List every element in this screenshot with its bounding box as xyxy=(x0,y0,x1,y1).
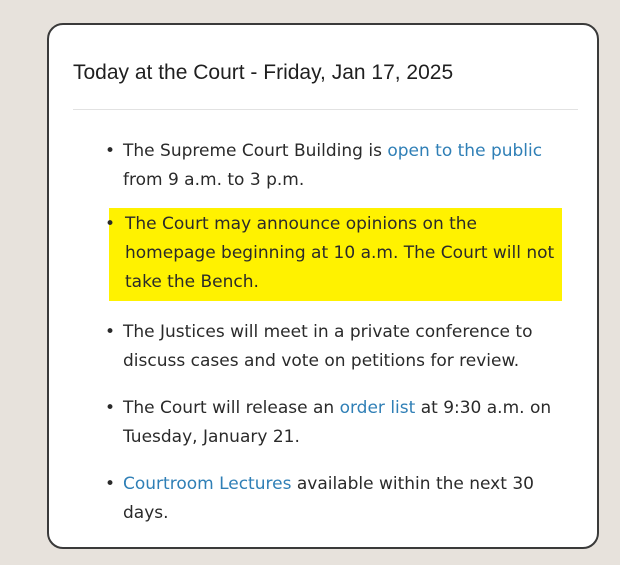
item-text-before: The Supreme Court Building is xyxy=(123,141,388,161)
title-divider xyxy=(73,109,578,110)
list-item-opinion-announcement xyxy=(105,210,564,297)
list-item-order-list xyxy=(105,394,564,452)
bullet-icon: • xyxy=(105,474,116,494)
list-item-building-hours xyxy=(105,137,564,195)
courtroom-lectures-link[interactable]: Courtroom Lectures xyxy=(123,474,292,494)
bullet-icon: • xyxy=(105,214,116,234)
order-list-link[interactable]: order list xyxy=(339,398,416,418)
open-to-public-link[interactable]: open to the public xyxy=(387,141,543,161)
today-at-court-card xyxy=(47,23,599,549)
bullet-icon: • xyxy=(105,322,116,342)
list-item-private-conference xyxy=(105,318,564,376)
item-text: The Justices will meet in a private conference to discuss cases and vote on petitions for review. xyxy=(123,322,533,371)
item-text-after: at 9:30 a.m. on Tuesday, January 21. xyxy=(123,398,552,447)
card-title: Today at the Court - Friday, Jan 17, 2025 xyxy=(73,61,454,84)
item-text: The Court may announce opinions on the homepage beginning at 10 a.m. The Court will not take the Bench. xyxy=(125,214,555,292)
item-text-before: The Court will release an xyxy=(123,398,340,418)
bullet-icon: • xyxy=(105,141,116,161)
bullet-icon: • xyxy=(105,398,116,418)
item-text-after: from 9 a.m. to 3 p.m. xyxy=(123,170,305,190)
list-item-courtroom-lectures xyxy=(105,470,564,528)
item-text-after: available within the next 30 days. xyxy=(123,474,534,523)
